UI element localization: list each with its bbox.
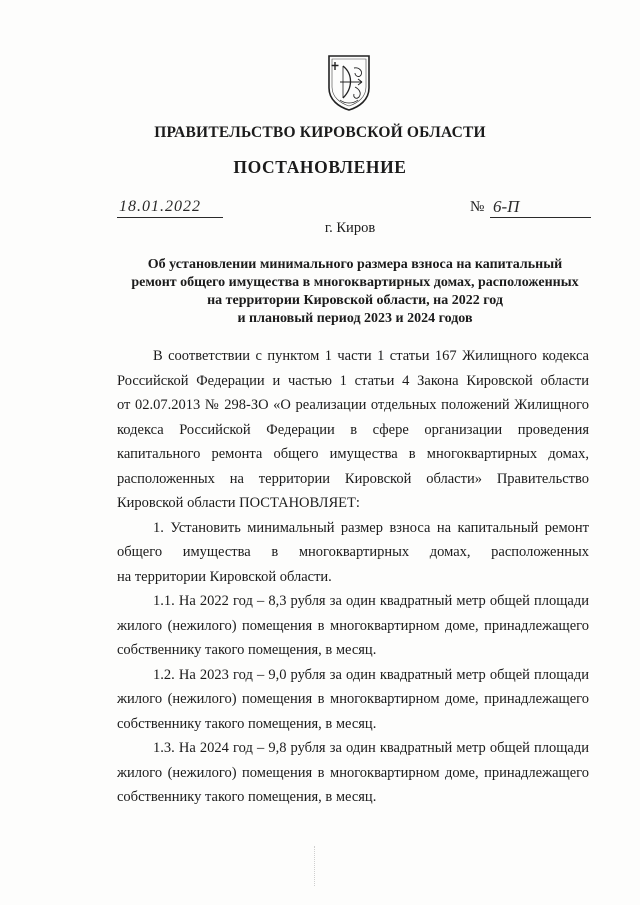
text-line: Кировской области ПОСТАНОВЛЯЕТ:	[117, 495, 360, 511]
item-1-paragraph	[117, 516, 589, 590]
document-number: 6-П	[490, 197, 591, 218]
text-line: на территории Кировской области.	[117, 568, 332, 585]
organization-name: ПРАВИТЕЛЬСТВО КИРОВСКОЙ ОБЛАСТИ	[154, 124, 486, 141]
kirov-oblast-coat-of-arms-icon	[326, 54, 372, 112]
text-line: собственнику такого помещения, в месяц.	[117, 715, 377, 732]
text-line: Российской Федерации и частью 1 статьи 4 Закона Кировской области	[117, 372, 589, 389]
text-line: В соответствии с пунктом 1 части 1 статьи 167 Жилищного кодекса	[153, 348, 589, 364]
title-line: ремонт общего имущества в многоквартирных домах, расположенных	[131, 275, 579, 290]
text-line: 1.1. На 2022 год – 8,3 рубля за один квадратный метр общей площади	[153, 593, 589, 609]
document-date: 18.01.2022	[117, 197, 223, 218]
text-line: кодекса Российской Федерации в сфере организации проведения	[117, 421, 589, 438]
text-line: от 02.07.2013 № 298-ЗО «О реализации отдельных положений Жилищного	[117, 397, 589, 413]
text-line: 1.3. На 2024 год – 9,8 рубля за один квадратный метр общей площади	[153, 740, 589, 756]
title-line: на территории Кировской области, на 2022 год	[207, 293, 503, 308]
text-line: расположенных на территории Кировской области» Правительство	[117, 470, 589, 487]
text-line: 1. Установить минимальный размер взноса на капитальный ремонт	[153, 519, 589, 536]
text-line: жилого (нежилого) помещения в многоквартирном доме, принадлежащего	[117, 691, 589, 707]
text-line: 1.2. На 2023 год – 9,0 рубля за один квадратный метр общей площади	[153, 666, 589, 683]
text-line: жилого (нежилого) помещения в многоквартирном доме, принадлежащего	[117, 617, 589, 634]
city: г. Киров	[324, 220, 376, 236]
document-type: ПОСТАНОВЛЕНИЕ	[233, 157, 407, 177]
document-number-field	[470, 197, 588, 218]
title-line: и плановый период 2023 и 2024 годов	[237, 311, 473, 326]
preamble-paragraph	[117, 344, 589, 516]
text-line: общего имущества в многоквартирных домах, расположенных	[117, 544, 589, 560]
number-sign: №	[470, 199, 485, 215]
item-1-3-paragraph	[117, 736, 589, 810]
text-line: капитального ремонта общего имущества в многоквартирных домах,	[117, 446, 589, 462]
text-line: жилого (нежилого) помещения в многоквартирном доме, принадлежащего	[117, 764, 589, 781]
title-line: Об установлении минимального размера взноса на капитальный	[147, 257, 563, 272]
document-body	[117, 344, 589, 810]
text-line: собственнику такого помещения, в месяц.	[117, 789, 377, 805]
document-title	[110, 256, 600, 328]
item-1-1-paragraph	[117, 589, 589, 663]
binding-mark	[314, 846, 327, 886]
item-1-2-paragraph	[117, 663, 589, 737]
text-line: собственнику такого помещения, в месяц.	[117, 642, 377, 658]
